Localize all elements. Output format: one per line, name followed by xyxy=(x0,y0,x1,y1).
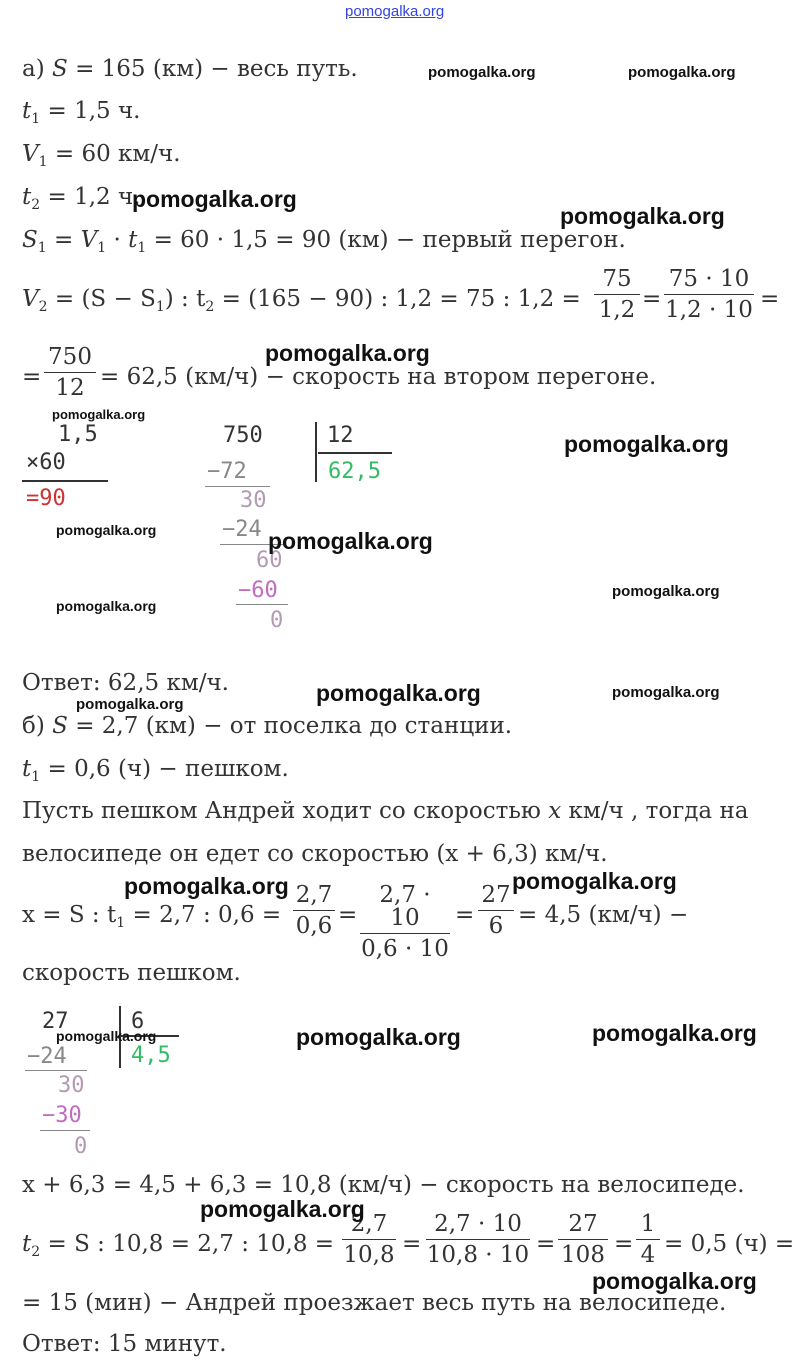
part-a-answer: Ответ: 62,5 км/ч. xyxy=(22,670,229,696)
watermark: pomogalka.org xyxy=(296,1024,461,1050)
part-b-line-1: б) S = 2,7 (км) − от поселка до станции. xyxy=(22,713,513,739)
part-a-v2: $V_2 = (S - S_1)$ : $t_2 = (165 - 90)$ : 1,2 = 75 : 1,2 = xyxy=(22,286,581,315)
watermark: pomogalka.org xyxy=(560,203,725,229)
fraction-750-12-expanded: 75 · 10 1,2 · 10 xyxy=(665,266,753,323)
fraction-75-1-2: 75 1,2 xyxy=(594,268,640,322)
part-b-t2-result: = 0,5 (ч) = xyxy=(664,1231,795,1257)
div2-sub2: −30 xyxy=(42,1103,82,1128)
div1-rem3: 0 xyxy=(270,608,284,633)
watermark: pomogalka.org xyxy=(200,1196,365,1222)
part-b-t2-min: = 15 (мин) − Андрей проезжает весь путь на велосипеде. xyxy=(22,1290,727,1316)
watermark: pomogalka.org xyxy=(628,64,736,81)
part-b-t1: $t_1 = 0,6$ (ч) − пешком. xyxy=(22,756,289,785)
watermark: pomogalka.org xyxy=(52,407,146,422)
site-link[interactable]: pomogalka.org xyxy=(345,3,445,20)
div1-sub2: −24 xyxy=(222,517,262,542)
part-b-v-line: x + 6,3 = 4,5 + 6,3 = 10,8 (км/ч) − скорость на велосипеде. xyxy=(22,1172,745,1198)
watermark: pomogalka.org xyxy=(564,431,729,457)
part-a-v1: $V_1 = 60$ км/ч. xyxy=(22,141,181,170)
fraction-2-7-10-8: 2,7 10,8 xyxy=(343,1211,395,1268)
div2-rem1: 30 xyxy=(58,1073,85,1098)
watermark: pomogalka.org xyxy=(124,873,289,899)
div1-sub1: −72 xyxy=(207,459,247,484)
watermark: pomogalka.org xyxy=(592,1268,757,1294)
mult-line xyxy=(22,480,108,482)
div2-divisor: 6 xyxy=(131,1009,145,1034)
watermark: pomogalka.org xyxy=(592,1020,757,1046)
watermark: pomogalka.org xyxy=(56,598,157,614)
div1-divisor-line xyxy=(318,452,392,454)
part-a-v2-result: = 62,5 (км/ч) − скорость на втором перегоне. xyxy=(100,364,657,390)
watermark: pomogalka.org xyxy=(612,684,720,701)
watermark: pomogalka.org xyxy=(428,64,536,81)
watermark: pomogalka.org xyxy=(132,186,297,212)
watermark: pomogalka.org xyxy=(56,1028,157,1044)
part-b-answer: Ответ: 15 минут. xyxy=(22,1331,227,1357)
part-b-x-result-2: скорость пешком. xyxy=(22,960,241,986)
part-a-label: а) xyxy=(22,56,45,82)
mult-operand-a: 1,5 xyxy=(58,422,98,447)
div1-vertical xyxy=(315,422,317,482)
fraction-27-108-expanded: 2,7 · 10 10,8 · 10 xyxy=(426,1211,530,1268)
part-b-x-result: = 4,5 (км/ч) − xyxy=(518,902,689,928)
div1-divisor: 12 xyxy=(327,423,354,448)
watermark: pomogalka.org xyxy=(316,680,481,706)
div1-dividend: 750 xyxy=(223,423,263,448)
watermark: pomogalka.org xyxy=(76,696,184,713)
div2-rem2: 0 xyxy=(74,1134,88,1159)
fraction-27-108: 27 108 xyxy=(558,1213,608,1267)
part-a-line-1: а) S = 165 (км) − весь путь. xyxy=(22,56,358,82)
watermark: pomogalka.org xyxy=(265,340,430,366)
div1-rem1: 30 xyxy=(240,488,267,513)
mult-operand-b: ×60 xyxy=(26,450,66,475)
fraction-750-12: 750 12 xyxy=(44,346,96,400)
watermark: pomogalka.org xyxy=(612,583,720,600)
div1-quotient: 62,5 xyxy=(328,459,381,484)
part-b-t2-eq: $t_2 = S$ : 10,8 = 2,7 : 10,8 = xyxy=(22,1231,335,1260)
watermark: pomogalka.org xyxy=(268,528,433,554)
part-a-s1: $S_1 = V_1 \cdot t_1 = 60 \cdot 1,5 = 90$ (км) − первый перегон. xyxy=(22,227,626,256)
part-a-t1: $t_1 = 1,5$ ч. xyxy=(22,98,141,127)
fraction-2-7-0-6: 2,7 0,6 xyxy=(293,884,335,938)
part-b-text-1: Пусть пешком Андрей ходит со скоростью x км/ч , тогда на xyxy=(22,798,749,824)
mult-result: =90 xyxy=(26,486,66,511)
div1-sub3: −60 xyxy=(238,578,278,603)
div1-rem2: 60 xyxy=(256,548,283,573)
fraction-1-4: 1 4 xyxy=(636,1213,660,1267)
fraction-27-6-expanded: 2,7 · 10 0,6 · 10 xyxy=(361,882,449,962)
watermark: pomogalka.org xyxy=(512,868,677,894)
watermark: pomogalka.org xyxy=(56,522,157,538)
part-b-text-2: велосипеде он едет со скоростью (x + 6,3) км/ч. xyxy=(22,841,608,867)
part-a-t2: $t_2 = 1,2$ ч. xyxy=(22,184,141,213)
fraction-27-6: 27 6 xyxy=(478,884,514,938)
div2-sub1: −24 xyxy=(27,1044,67,1069)
part-b-x-eq: x = S : $t_1 = 2,7$ : 0,6 = xyxy=(22,902,282,931)
div2-dividend: 27 xyxy=(42,1009,69,1034)
div2-quotient: 4,5 xyxy=(131,1043,171,1068)
